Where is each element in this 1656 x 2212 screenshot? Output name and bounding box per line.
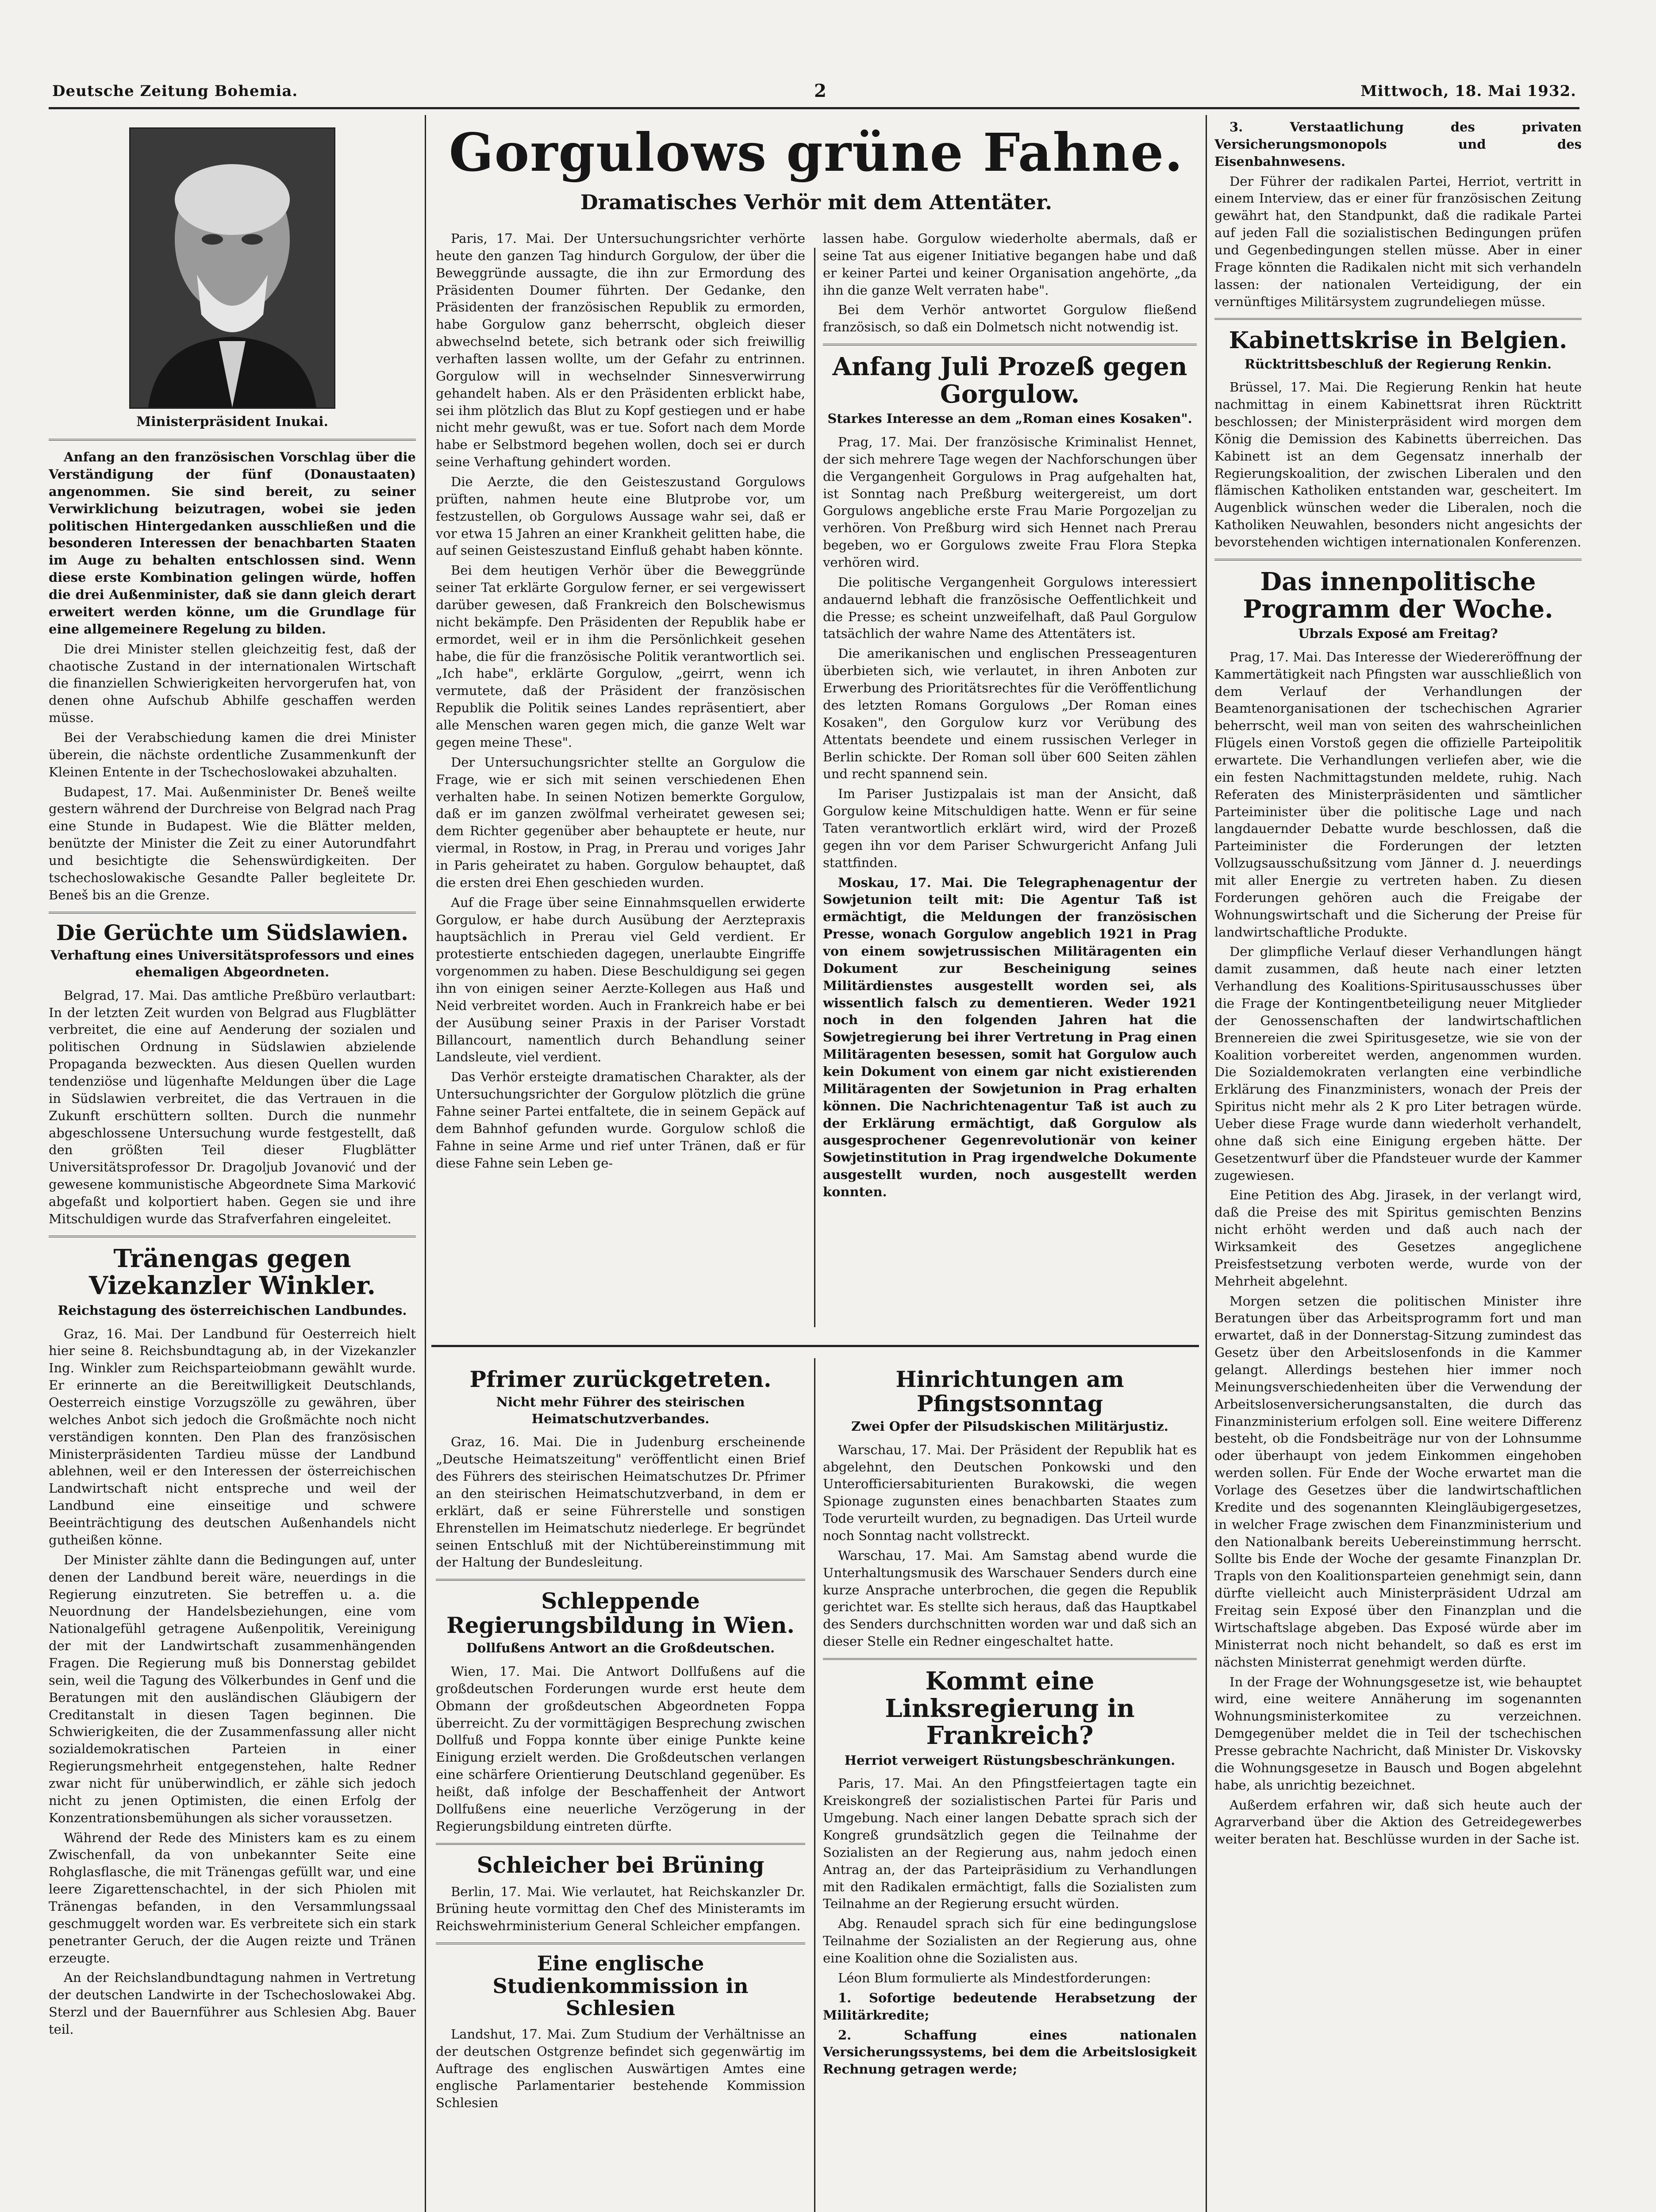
paragraph: Der Minister zählte dann die Bedingungen auf, unter denen der Landbund bereit wäre, neuerdings in die Regierung einzutreten. Sie betreffen u. a. die Neuordnung der Handelsbeziehungen, eine vom Nationalgefühl getragene Außenpolitik, Vereinigung der mit der Landwirtschaft zusammenhängenden Fragen. Die Regierung muß bis Donnerstag gebildet sein, weil die Tagung des Völkerbundes in Genf und die Beratungen mit den ausländischen Gläubigern der Creditanstalt in diesen Tagen beginnen. Die Schwierigkeiten, die der Zusammenfassung aller nicht sozialdemokratischen Parteien in einer Regierungsmehrheit entgegenstehen, halte Redner zwar nicht für unüberwindlich, er zähle sich jedoch nicht zu jenen Optimisten, die einen Erfolg der Konzentrationsbemühungen als sicher voraussetzen.: [49, 1552, 416, 1825]
headline-schleicher: Schleicher bei Brüning: [476, 1851, 765, 1878]
paragraph: 1. Sofortige bedeutende Herabsetzung der Militärkredite;: [823, 1990, 1197, 2023]
headline-pfrimer: Pfrimer zurückgetreten.: [469, 1366, 772, 1392]
paragraph: Léon Blum formulierte als Mindestforderungen:: [838, 1970, 1151, 1985]
divider: [823, 1658, 1197, 1660]
lower-column-b: [823, 1358, 1197, 2212]
headline-wien: Schleppende Regierungsbildung in Wien.: [446, 1588, 795, 1639]
subheadline: Zwei Opfer der Pilsudskischen Militärjustiz.: [851, 1419, 1168, 1434]
paragraph: Moskau, 17. Mai. Die Telegraphenagentur der Sowjetunion teilt mit: Die Agentur Taß ist ermächtigt, die Meldungen der französischen Presse, wonach Gorgulow angeblich 1921 in Prag von einem sowjetrussischen Militäragenten ein Dokument zur Bescheinigung seines Militärdienstes ausgestellt worden sei, als wissentlich falsch zu dementieren. Weder 1921 noch in den folgenden Jahren hat die Sowjetregierung bei ihrer Vertretung in Prag einen Militäragenten besessen, somit hat Gorgulow auch kein Dokument von einem gar nicht existierenden Militäragenten der Sowjetunion in Prag erhalten können. Die Nachrichtenagentur Taß ist auch zu der Erklärung ermächtigt, daß Gorgulow als ausgesprochener Gegenrevolutionär von keiner Sowjetinstitution in Prag irgendwelche Dokumente ausgestellt wurden, noch ausgestellt werden konnten.: [823, 875, 1197, 1199]
header-rule: [49, 107, 1579, 109]
divider: [49, 439, 416, 441]
section-rule: [431, 1345, 1199, 1347]
paragraph: 2. Schaffung eines nationalen Versicherungssystems, bei dem die Arbeitslosigkeit Rechnung getragen werde;: [823, 2027, 1197, 2077]
subheadline: Ubrzals Exposé am Freitag?: [1298, 626, 1498, 641]
subheadline: Verhaftung eines Universitätsprofessors und eines ehemaligen Abgeordneten.: [50, 948, 414, 980]
portrait-photo: [129, 127, 335, 409]
portrait-image: [131, 129, 334, 407]
paragraph: Der glimpfliche Verlauf dieser Verhandlungen hängt damit zusammen, daß heute nach einer letzten Verhandlung des Koalitions-Spiritusausschusses über die Frage der Kontingentbeteiligung neuer Mitglieder der Genossenschaften der landwirtschaftlichen Brennereien die zwei Spiritusgesetze, wie sie von der Koalition vorbereitet werden, angenommen wurden. Die Sozialdemokraten verlangten eine verbindliche Erklärung des Finanzministers, wonach der Preis der Spiritus nicht mehr als 2 K pro Liter betragen würde. Ueber diese Frage wurde dann wiederholt verhandelt, ohne daß sich eine Einigung ergeben hätte. Der Gesetzentwurf über die Pfandsteuer wurde der Kammer zugewiesen.: [1214, 944, 1582, 1183]
subheadline: Herriot verweigert Rüstungsbeschränkungen.: [844, 1752, 1176, 1768]
paragraph: Budapest, 17. Mai. Außenminister Dr. Beneš weilte gestern während der Durchreise von Belgrad nach Prag eine Stunde in Budapest. Wie die Blätter melden, benützte der Minister die Zeit zu einer Autorundfahrt und besichtigte die Sehenswürdigkeiten. Der tschechoslowakische Gesandte Paller begleitete Dr. Beneš bis an die Grenze.: [49, 784, 416, 902]
divider: [823, 344, 1197, 346]
headline-studienkommission: Eine englische Studienkommission in Schlesien: [492, 1951, 749, 2020]
paragraph: Während der Rede des Ministers kam es zu einem Zwischenfall, da von unbekannter Seite eine Rohglasflasche, die mit Tränengas gefüllt war, und eine leere Zigarettenschachtel, in der sich Phiolen mit Tränengas befanden, in den Versammlungssaal geschmuggelt worden war. Es verbreitete sich ein stark penetranter Geruch, der die Augen reizte und Tränen erzeugte.: [49, 1830, 416, 1966]
paragraph: Paris, 17. Mai. An den Pfingstfeiertagen tagte ein Kreiskongreß der sozialistischen Partei für Paris und Umgebung. Nach einer langen Debatte sprach sich der Kongreß grundsätzlich gegen die Teilnahme der Sozialisten an der Regierung aus, nahm jedoch einen Antrag an, der das Parteipräsidium zu Verhandlungen mit den Radikalen ermächtigt, falls die Sozialisten zum Teilnahme an der Regierung ersucht würden.: [823, 1776, 1197, 1912]
divider: [1214, 559, 1582, 561]
paragraph: Graz, 16. Mai. Die in Judenburg erscheinende „Deutsche Heimatszeitung" veröffentlicht einen Brief des Führers des steirischen Heimatschutzes Dr. Pfrimer an den steirischen Heimatschutzverband, in dem er erklärt, daß er seine Führerstelle und sonstigen Ehrenstellen im Heimatschutz niederlege. Er begründet seinen Entschluß mit der Nichtübereinstimmung mit der Haltung der Bundesleitung.: [436, 1434, 805, 1570]
main-headline: Gorgulows grüne Fahne.: [449, 122, 1184, 183]
main-subheadline: Dramatisches Verhör mit dem Attentäter.: [580, 190, 1053, 214]
column-rule: [1206, 115, 1207, 2212]
paragraph: Auf die Frage über seine Einnahmsquellen erwiderte Gorgulow, er habe durch Ausübung der Aerztepraxis hauptsächlich in Prerau viel Geld verdient. Er protestierte entschieden dagegen, unerlaubte Eingriffe vorgenommen zu haben. Diese Beschuldigung sei gegen ihn von einigen seiner Aerzte-Kollegen aus Haß und Neid verbreitet worden. Auch in Frankreich habe er bei der Ausübung seiner Praxis in der Pariser Vorstadt Billancourt, namentlich durch Behandlung seiner Landsleute, viel verdient.: [436, 895, 805, 1065]
main-story-header: [434, 124, 1199, 222]
paragraph: Der Untersuchungsrichter stellte an Gorgulow die Frage, wie er sich mit seinen verschiedenen Ehen verhalten habe. In seinen Notizen bemerkte Gorgulow, daß er im ganzen zwölfmal verheiratet gewesen sei; dem Richter gegenüber aber behauptete er heute, nur viermal, in Rostow, in Prag, in Prerau und voriges Jahr in Paris geheiratet zu haben. Gorgulow behauptet, daß die ersten drei Ehen geschieden wurden.: [436, 754, 805, 890]
paragraph: Prag, 17. Mai. Der französische Kriminalist Hennet, der sich mehrere Tage wegen der Nachforschungen über die Vergangenheit Gorgulows in Prag aufgehalten hat, ist Sonntag nach Preßburg weitergereist, um dort Gorgulows angebliche erste Frau Marie Porgozeljan zu verhören. Von Preßburg wird sich Hennet nach Prerau begeben, wo er Gorgulows zweite Frau Flora Stepka verhören wird.: [823, 434, 1197, 570]
paragraph: Warschau, 17. Mai. Am Samstag abend wurde die Unterhaltungsmusik des Warschauer Senders durch eine kurze Ansprache unterbrochen, die gegen die Republik gerichtet war. Es stellte sich heraus, daß das Hauptkabel des Senders durchschnitten worden war und daß sich an dieser Stelle ein Redner eingeschaltet hatte.: [823, 1548, 1197, 1649]
paragraph: Der Führer der radikalen Partei, Herriot, vertritt in einem Interview, das er einer für französischen Zeitung gewährt hat, den Standpunkt, daß die radikale Partei auf jeden Fall die sozialistischen Bedingungen prüfen und Gegenbedingungen stellen müsse. Aber in einer Frage könnten die Radikalen nicht mit sich verhandeln lassen: der nationalen Verteidigung, der ein vernünftiges Militärsystem zugrundeliegen müsse.: [1214, 173, 1582, 309]
headline-belgien: Kabinettskrise in Belgien.: [1229, 327, 1568, 354]
paragraph: Außerdem erfahren wir, daß sich heute auch der Agrarverband über die Aktion des Getreidegewerbes weiter beraten hat. Beschlüsse wurden in der Sache ist.: [1214, 1797, 1582, 1847]
divider: [436, 1843, 805, 1845]
paragraph: Prag, 17. Mai. Das Interesse der Wiedereröffnung der Kammertätigkeit nach Pfingsten war ausschließlich von dem Verlauf der Verhandlungen der Beamtenorganisationen der tschechischen Agrarier beherrscht, weil man von seiten des wahrscheinlichen Flügels einen Vorstoß gegen die offizielle Parteipolitik erwartete. Die Verhandlungen verliefen aber, wie die ein festen Nachmittagstunden meldete, ruhig. Nach Referaten des Ministerpräsidenten und sämtlicher Parteiminister über die politische Lage und nach langdauernder Debatte wurde beschlossen, daß die Parteiminister die Forderungen der letzten Vollzugsausschußsitzung vom Jänner d. J. neuerdings mit aller Energie zu vertreten haben. Zu diesen Forderungen gehören auch die Freigabe der Wohnungswirtschaft und die Sicherung der Preise für landwirtschaftliche Produkte.: [1214, 649, 1582, 940]
paragraph: Paris, 17. Mai. Der Untersuchungsrichter verhörte heute den ganzen Tag hindurch Gorgulow, der über die Beweggründe aussagte, die ihn zur Ermordung des Präsidenten Doumer führten. Der Gedanke, den Präsidenten der französischen Republik zu ermorden, habe Gorgulow ganz beherrscht, obgleich dieser abwechselnd betete, sich betrank oder sich freiwillig verhaften lassen wollte, um der Gefahr zu entrinnen. Gorgulow will in wechselnder Sinnesverwirrung gehandelt haben. Als er den Präsidenten erblickt habe, sei ihm plötzlich das Blut zu Kopf gestiegen und er habe nicht mehr gewußt, was er tue. Sofort nach dem Morde habe er Selbstmord begehen wollen, doch sei er durch seine Verhaftung gehindert worden.: [436, 231, 805, 470]
paragraph: Die politische Vergangenheit Gorgulows interessiert andauernd lebhaft die französische Oeffentlichkeit und die Presse; es scheint unzweifelhaft, daß Paul Gorgulow tatsächlich der wahre Name des Attentäters ist.: [823, 574, 1197, 641]
paragraph: Bei dem heutigen Verhör über die Beweggründe seiner Tat erklärte Gorgulow ferner, er sei vergewissert darüber gewesen, daß Frankreich den Bolschewismus nicht bekämpfe. Den Präsidenten der Republik habe er ermordet, weil er in ihm die Persönlichkeit gesehen habe, die für die französische Politik verantwortlich sei. „Ich habe", erklärte Gorgulow, „geirrt, wenn ich vermutete, daß der Präsident der französischen Republik die Politik seines Landes repräsentiert, aber alle Menschen waren gegen mich, die ganze Welt war gegen meine These".: [436, 563, 805, 750]
column-right: [1214, 119, 1582, 2212]
paragraph: An der Reichslandbundtagung nahmen in Vertretung der deutschen Landwirte in der Tschechoslowakei Abg. Sterzl und der Bauernführer aus Schlesien Abg. Bauer teil.: [49, 1970, 416, 2037]
divider: [49, 912, 416, 914]
headline-prozess: Anfang Juli Prozeß gegen Gorgulow.: [832, 352, 1187, 409]
subheadline: Rücktrittsbeschluß der Regierung Renkin.: [1245, 356, 1552, 372]
paragraph: lassen habe. Gorgulow wiederholte abermals, daß er seine Tat aus eigener Initiative begangen habe und daß er keiner Partei und keiner Organisation angehörte, „da ihn die ganze Welt verraten habe".: [823, 231, 1197, 298]
divider: [49, 1236, 416, 1237]
paragraph: Bei dem Verhör antwortet Gorgulow fließend französisch, so daß ein Dolmetsch nicht notwendig ist.: [823, 302, 1197, 335]
paragraph: Graz, 16. Mai. Der Landbund für Oesterreich hielt hier seine 8. Reichsbundtagung ab, in der Vizekanzler Ing. Winkler zum Reichsparteiobmann gewählt wurde. Er erinnerte an die Bereitwilligkeit Deutschlands, Oesterreich einstige Vorzugszölle zu gewähren, über welches Anbot sich jedoch die Großmächte noch nicht verständigen konnten. Den Plan des französischen Ministerpräsidenten Tardieu müsse der Landbund ablehnen, weil er den Interessen der österreichischen Landwirtschaft nicht entspreche und weil der Landbund eine einseitige und schwere Beeinträchtigung des deutschen Außenhandels nicht gutheißen könne.: [49, 1326, 416, 1548]
subheadline: Nicht mehr Führer des steirischen Heimatschutzverbandes.: [496, 1394, 745, 1426]
paragraph: Abg. Renaudel sprach sich für eine bedingungslose Teilnahme der Sozialisten an der Regierung aus, ohne eine Koalition ohne die Sozialisten aus.: [823, 1916, 1197, 1966]
paragraph: Wien, 17. Mai. Die Antwort Dollfußens auf die großdeutschen Forderungen wurde erst heute dem Obmann der großdeutschen Abgeordneten Foppa überreicht. Zu der vormittägigen Besprechung zwischen Dollfuß und Foppa konnte über einige Punkte keine Einigung erzielt werden. Die Großdeutschen verlangen eine schärfere Orientierung Deutschland gegenüber. Es heißt, daß infolge der Beschaffenheit der Antwort Dollfußens eine neuerliche Verzögerung in der Regierungsbildung eintreten dürfte.: [436, 1663, 805, 1834]
paragraph: Die amerikanischen und englischen Presseagenturen überbieten sich, wie verlautet, in ihren Anboten zur Erwerbung des Prioritätsrechtes für die Veröffentlichung des letzten Romans Gorgulows „Der Roman eines Kosaken", den Gorgulow kurz vor Verübung des Attentats beendete und einem russischen Verleger in Berlin schickte. Der Roman soll über 600 Seiten zählen und recht spannend sein.: [823, 646, 1197, 782]
column-left: [49, 119, 416, 2212]
paragraph: Die drei Minister stellen gleichzeitig fest, daß der chaotische Zustand in der internationalen Wirtschaft die finanziellen Schwierigkeiten hervorgerufen hat, von denen ohne Aufschub Abhilfe geschaffen werden müsse.: [49, 641, 416, 726]
headline-traenengas: Tränengas gegen Vizekanzler Winkler.: [88, 1244, 376, 1301]
divider: [436, 1943, 805, 1944]
paragraph: Brüssel, 17. Mai. Die Regierung Renkin hat heute nachmittag in einem Kabinettsrat ihren Rücktritt beschlossen; der Ministerpräsident wird morgen dem König die Demission des Kabinetts überreichen. Das Kabinett ist an dem Gegensatz innerhalb der Regierungskoalition, der zwischen Liberalen und den flämischen Katholiken entstanden war, gescheitert. Im Augenblick wünschen weder die Liberalen, noch die Katholiken Neuwahlen, besonders nicht angesichts der bevorstehenden wichtigen internationalen Konferenzen.: [1214, 380, 1582, 550]
paragraph: Warschau, 17. Mai. Der Präsident der Republik hat es abgelehnt, den Deutschen Ponkowski und den Unterofficiersabiturienten Burakowski, die wegen Spionage zugunsten eines benachbarten Staates zum Tode verurteilt wurden, zu begnadigen. Das Urteil wurde noch Sonntag nacht vollstreckt.: [823, 1442, 1197, 1543]
subheadline: Starkes Interesse an dem „Roman eines Kosaken".: [827, 411, 1192, 426]
lower-column-a: [436, 1358, 805, 2212]
divider: [1214, 318, 1582, 320]
portrait-caption: Ministerpräsident Inukai.: [136, 414, 328, 430]
paragraph: Bei der Verabschiedung kamen die drei Minister überein, die nächste ordentliche Zusammenkunft der Kleinen Entente in der Tschechoslowakei abzuhalten.: [49, 730, 416, 780]
issue-date: Mittwoch, 18. Mai 1932.: [1360, 82, 1576, 100]
headline-innenpolitik: Das innenpolitische Programm der Woche.: [1243, 567, 1553, 624]
main-column-a: [436, 230, 805, 1340]
paragraph: Eine Petition des Abg. Jirasek, in der verlangt wird, daß die Preise des mit Spiritus gemischten Benzins nicht erhöht werden und daß auch nach der Wirksamkeit des Gesetzes angeglichene Preisfestsetzung verboten werde, wurde von der Mehrheit abgelehnt.: [1214, 1187, 1582, 1289]
paragraph: Belgrad, 17. Mai. Das amtliche Preßbüro verlautbart: In der letzten Zeit wurden von Belgrad aus Flugblätter verbreitet, die eine auf Aenderung der sozialen und politischen Ordnung in Südslawien abzielende Propaganda bezweckten. Aus diesen Quellen wurden tendenziöse und lügenhafte Meldungen über die Lage in Südslawien verbreitet, die das Vertrauen in die Zukunft erschüttern sollten. Durch die nunmehr abgeschlossene Untersuchung wurde festgestellt, daß den größten Teil dieser Flugblätter Universitätsprofessor Dr. Dragoljub Jovanović und der gewesene kommunistische Abgeordnete Sima Marković abgefaßt und kolportiert haben. Gegen sie und ihre Mitschuldigen wurde das Strafverfahren eingeleitet.: [49, 987, 416, 1226]
paragraph: 3. Verstaatlichung des privaten Versicherungsmonopols und des Eisenbahnwesens.: [1214, 119, 1582, 169]
divider: [436, 1579, 805, 1581]
subheadline: Reichstagung des österreichischen Landbundes.: [58, 1302, 407, 1318]
paragraph: Das Verhör ersteigte dramatischen Charakter, als der Untersuchungsrichter der Gorgulow plötzlich die grüne Fahne seiner Partei entfaltete, die in seinem Gepäck auf dem Bahnhof gefunden wurde. Gorgulow schloß die Fahne in seine Arme und rief unter Tränen, daß er für diese Fahne sein Leben ge-: [436, 1069, 805, 1171]
headline-suedslawien: Die Gerüchte um Südslawien.: [56, 920, 408, 945]
paragraph: Im Pariser Justizpalais ist man der Ansicht, daß Gorgulow keine Mitschuldigen hatte. Wenn er für seine Taten verantwortlich erklärt wird, wird der Prozeß gegen ihn vor dem Pariser Schwurgericht Anfang Juli stattfinden.: [823, 786, 1197, 870]
headline-linksregierung: Kommt eine Linksregierung in Frankreich?: [885, 1667, 1135, 1751]
column-rule: [814, 248, 815, 1327]
column-rule: [425, 115, 426, 2212]
main-column-b: [823, 230, 1197, 1340]
paragraph: Landshut, 17. Mai. Zum Studium der Verhältnisse an der deutschen Ostgrenze befindet sich gegenwärtig im Auftrage des englischen Auswärtigen Amtes eine englische Parlamentarier bestehende Kommission Schlesien: [436, 2026, 805, 2111]
masthead-left: Deutsche Zeitung Bohemia.: [52, 82, 298, 100]
subheadline: Dollfußens Antwort an die Großdeutschen.: [466, 1640, 775, 1656]
headline-hinrichtungen: Hinrichtungen am Pfingstsonntag: [895, 1366, 1124, 1417]
paragraph: Berlin, 17. Mai. Wie verlautet, hat Reichskanzler Dr. Brüning heute vormittag den Chef des Ministeramts im Reichswehrministerium General Schleicher empfangen.: [436, 1884, 805, 1934]
paragraph: In der Frage der Wohnungsgesetze ist, wie behauptet wird, eine weitere Annäherung im sogenannten Wohnungsministerkomitee zu verzeichnen. Demgegenüber meldet die in Teil der tschechischen Presse gebrachte Nachricht, daß Minister Dr. Viskovsky die Wohnungsgesetze in Bausch und Bogen abgelehnt habe, als unrichtig bezeichnet.: [1214, 1674, 1582, 1793]
paragraph: Die Aerzte, die den Geisteszustand Gorgulows prüften, nahmen heute eine Blutprobe vor, um festzustellen, ob Gorgulows Aussage wahr sei, daß er vor etwa 15 Jahren an einer Krankheit gelitten habe, die auf seinen Geisteszustand Einfluß gehabt haben könnte.: [436, 474, 805, 558]
column-rule: [814, 1358, 815, 2212]
page-number: 2: [814, 81, 827, 101]
paragraph: Anfang an den französischen Vorschlag über die Verständigung der fünf (Donaustaaten) angenommen. Sie sind bereit, zu seiner Verwirklichung beizutragen, wobei sie jeden politischen Hintergedanken ausschließen und die besonderen Interessen der benachbarten Staaten im Auge zu behalten entschlossen sind. Wenn diese erste Kombination gelingen würde, hoffen die drei Außenminister, daß sie dann gleich derart erweitert werden könne, um die Grundlage für eine allgemeinere Regelung zu bilden.: [49, 449, 416, 637]
paragraph: Morgen setzen die politischen Minister ihre Beratungen über das Arbeitsprogramm fort und man erwartet, daß in der Donnerstag-Sitzung zumindest das Gesetz über den Arbeitslosenfonds in die Kammer gelangt. Allerdings bestehen hier immer noch Meinungsverschiedenheiten über die Verwendung der Arbeitslosenversicherungsanstalten, die durch das Finanzministerium erfolgen soll. Eine weitere Differenz besteht, ob die Fondsbeiträge nur von der Lohnsumme oder überhaupt von jedem Einkommen eingehoben werden sollen. Für Ende der Woche erwartet man die Vorlage des Gesetzes über die landwirtschaftlichen Kredite und des sogenannten Kleingläubigergesetzes, in welcher Frage zwischen dem Finanzministerium und den Nationalbank bereits Uebereinstimmung herrscht. Sollte bis Ende der Woche der gesamte Finanzplan Dr. Trapls von den Koalitionsparteien genehmigt sein, dann dürfte vielleicht auch Ministerpräsident Udrzal am Freitag sein Exposé über den Finanzplan und die Wirtschaftslage abgeben. Das Exposé würde aber im Ministerrat noch nicht behandelt, so daß es erst im nächsten Ministerrat genehmigt werden dürfte.: [1214, 1293, 1582, 1670]
